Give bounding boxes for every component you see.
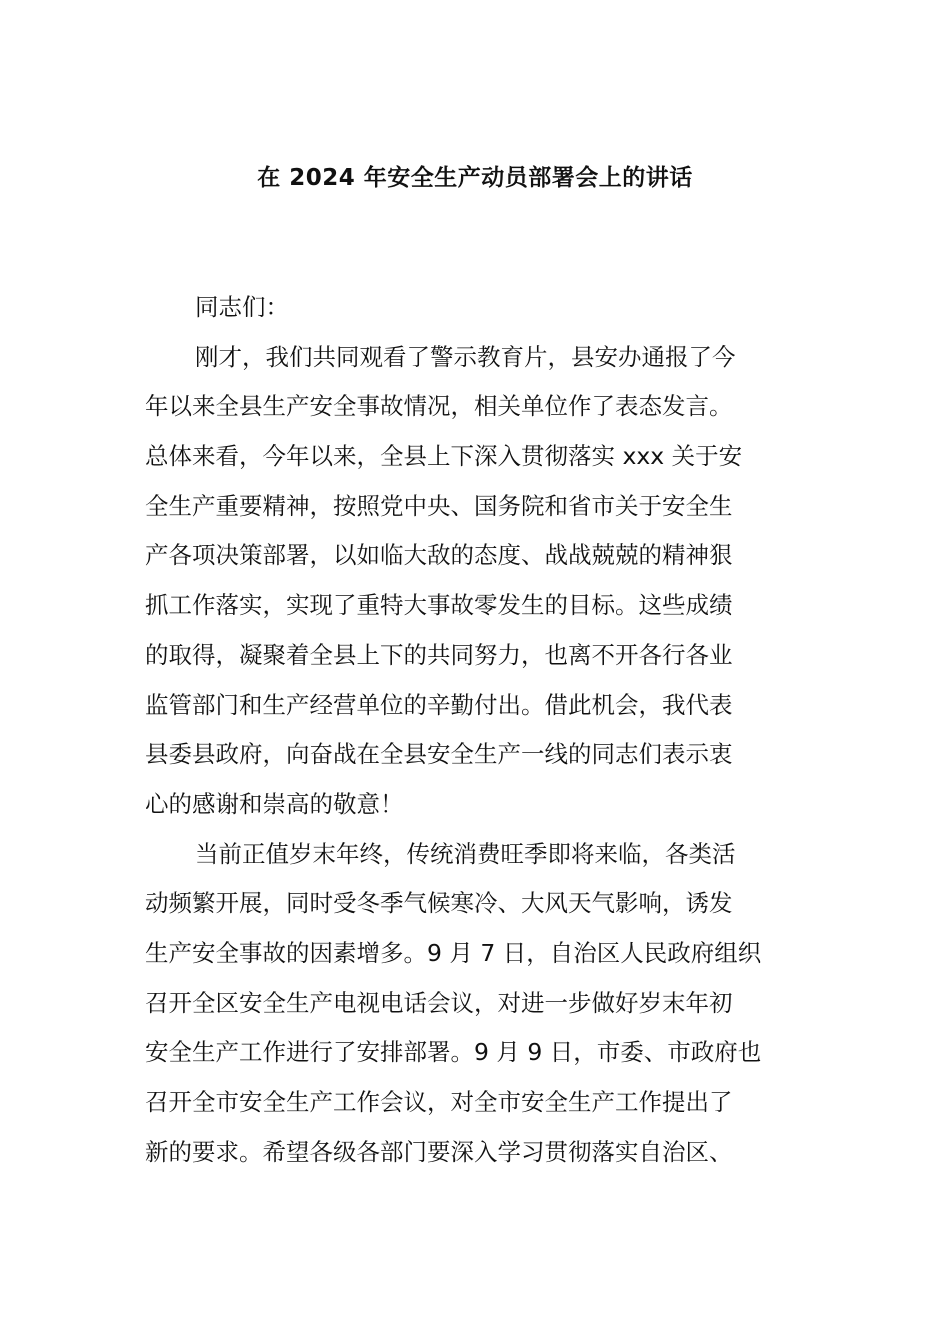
paragraph-line: 抓工作落实，实现了重特大事故零发生的目标。这些成绩	[145, 591, 733, 620]
paragraph-line: 全生产重要精神，按照党中央、国务院和省市关于安全生	[145, 491, 733, 520]
paragraph-line: 产各项决策部署，以如临大敌的态度、战战兢兢的精神狠	[145, 541, 733, 570]
paragraph-line: 的取得，凝聚着全县上下的共同努力，也离不开各行各业	[145, 640, 733, 669]
paragraph-line: 心的感谢和崇高的敬意！	[145, 789, 404, 818]
paragraph-line: 县委县政府，向奋战在全县安全生产一线的同志们表示衷	[145, 740, 733, 769]
paragraph-line: 召开全区安全生产电视电话会议，对进一步做好岁末年初	[145, 988, 733, 1017]
document-title: 在 2024 年安全生产动员部署会上的讲话	[257, 165, 693, 191]
paragraph-line: 监管部门和生产经营单位的辛勤付出。借此机会，我代表	[145, 690, 733, 719]
paragraph-line: 当前正值岁末年终，传统消费旺季即将来临，各类活	[195, 839, 736, 868]
paragraph-line: 动频繁开展，同时受冬季气候寒冷、大风天气影响，诱发	[145, 889, 733, 918]
salutation-line: 同志们：	[195, 293, 289, 321]
paragraph-line: 新的要求。希望各级各部门要深入学习贯彻落实自治区、	[145, 1137, 733, 1166]
paragraph-line: 年以来全县生产安全事故情况，相关单位作了表态发言。	[145, 392, 733, 421]
paragraph-line: 生产安全事故的因素增多。9 月 7 日，自治区人民政府组织	[145, 938, 762, 967]
paragraph-line: 安全生产工作进行了安排部署。9 月 9 日，市委、市政府也	[145, 1038, 762, 1067]
paragraph-line: 召开全市安全生产工作会议，对全市安全生产工作提出了	[145, 1088, 733, 1116]
document-body	[145, 283, 807, 1177]
paragraph-line: 总体来看，今年以来，全县上下深入贯彻落实 xxx 关于安	[145, 442, 743, 471]
paragraph-line: 刚才，我们共同观看了警示教育片，县安办通报了今	[195, 342, 736, 371]
